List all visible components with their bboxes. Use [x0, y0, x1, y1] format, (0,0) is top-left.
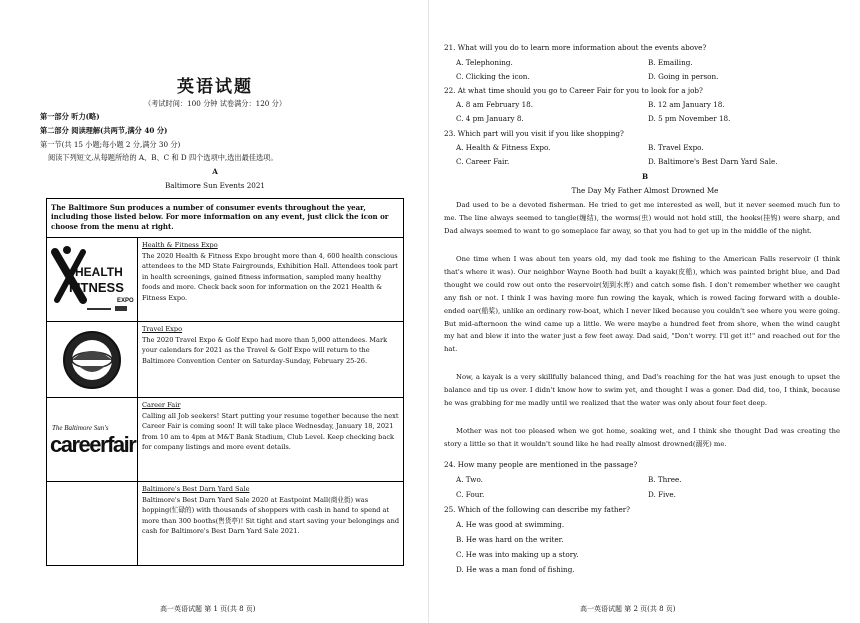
globe-icon [47, 322, 137, 398]
event-name-yard-sale[interactable]: Baltimore's Best Darn Yard Sale [142, 485, 250, 493]
yard-sale-logo[interactable] [47, 482, 138, 566]
q21-option-a[interactable]: A. Telephoning. [456, 58, 513, 67]
event-name-travel[interactable]: Travel Expo [142, 325, 183, 333]
event-row-yard-sale [47, 481, 403, 566]
q25-option-c[interactable]: C. He was into making up a story. [456, 550, 579, 559]
passage-b-letter: B [641, 172, 649, 181]
passage-a-letter: A [212, 167, 218, 176]
event-desc-health: The 2020 Health & Fitness Expo brought more than 4, 600 health conscious attendees to the MD State Fairgrounds, Exhibition Hall. Attendees took part in health screenings, gained fitness information, sampled many healthy foods and more. Check back soon for information on the 2021 Health & Fitness Expo. [142, 251, 398, 302]
svg-text:FITNESS: FITNESS [69, 280, 124, 295]
instruction: 阅读下列短文,从每题所给的 A、B、C 和 D 四个选项中,选出最佳选项。 [48, 153, 278, 162]
page-2-footer: 高一英语试题 第 2 页(共 8 页) [580, 605, 676, 613]
q25-option-a[interactable]: A. He was good at swimming. [456, 520, 565, 529]
passage-b-paragraph-3: Now, a kayak is a very skillfully balanced thing, and Dad's reaching for the hat was just enough to upset the balance and tip us over. I didn't know how to swim yet, and thought I was a goner. Dad did, too, I think, because he was grabbing for me madly until we realized that the water was only about four feet deep. [444, 373, 840, 407]
section-1-heading: 第一节(共 15 小题;每小题 2 分,满分 30 分) [40, 140, 181, 149]
q25-option-b[interactable]: B. He was hard on the writer. [456, 535, 564, 544]
q23-option-c[interactable]: C. Career Fair. [456, 157, 510, 166]
svg-text:HEALTH: HEALTH [75, 265, 123, 279]
career-fair-logo-small: The Baltimore Sun's [52, 424, 109, 432]
exam-title: 英语试题 [177, 77, 253, 97]
event-desc-career: Calling all Job seekers! Start putting your resume together because the next Career Fair is coming soon! It will take place Wednesday, January 18, 2021 from 10 am to 4pm at M&T Bank Stadium, Club Level. Keep checking back for company listings and more event details. [142, 411, 399, 452]
question-21: 21. What will you do to learn more information about the events above? [444, 43, 707, 52]
q24-option-b[interactable]: B. Three. [648, 475, 682, 484]
career-fair-logo-big: careerfair [50, 432, 136, 457]
part-2-heading: 第二部分 阅读理解(共两节,满分 40 分) [40, 126, 168, 135]
health-fitness-logo-icon [47, 238, 137, 322]
event-name-health[interactable]: Health & Fitness Expo [142, 241, 218, 249]
exam-info: （考试时间：100 分钟 试卷满分：120 分） [143, 99, 287, 108]
question-25: 25. Which of the following can describe my father? [444, 505, 631, 514]
events-box-header: The Baltimore Sun produces a number of consumer events throughout the year, including those listed below. For more information on any event, just click the icon or choose from the menu at right. [51, 203, 389, 231]
q23-option-d[interactable]: D. Baltimore's Best Darn Yard Sale. [648, 157, 778, 166]
page-2 [430, 0, 860, 623]
career-fair-logo[interactable] [47, 398, 138, 482]
question-23: 23. Which part will you visit if you like shopping? [444, 129, 624, 138]
event-row-travel [47, 321, 403, 398]
event-desc-yard-sale: Baltimore's Best Darn Yard Sale 2020 at Eastpoint Mall(商业街) was hopping(忙碌的) with thousands of shoppers with cash in hand to spend at more than 300 booths(售货亭)! Sit tight and start saving your belongings and cash for Baltimore's Best Darn Yard Sale 2021. [142, 495, 400, 536]
q24-option-d[interactable]: D. Five. [648, 490, 676, 499]
event-text-travel [142, 324, 400, 366]
svg-text:EXPO: EXPO [117, 298, 134, 304]
passage-a-title: Baltimore Sun Events 2021 [165, 181, 265, 190]
passage-b-paragraph-4: Mother was not too pleased when we got home, soaking wet, and I think she thought Dad was creating the story a little so that it wouldn't sound like he had really almost drowned(溺死) me. [444, 427, 840, 448]
q21-option-b[interactable]: B. Emailing. [648, 58, 693, 67]
q23-option-b[interactable]: B. Travel Expo. [648, 143, 704, 152]
events-box [46, 198, 404, 566]
q24-option-a[interactable]: A. Two. [456, 475, 483, 484]
event-name-career[interactable]: Career Fair [142, 401, 181, 409]
passage-b-title: The Day My Father Almost Drowned Me [571, 186, 719, 195]
q22-option-c[interactable]: C. 4 pm January 8. [456, 114, 524, 123]
travel-expo-logo[interactable] [47, 322, 138, 398]
q21-option-d[interactable]: D. Going in person. [648, 72, 719, 81]
q25-option-d[interactable]: D. He was a man fond of fishing. [456, 565, 575, 574]
q21-option-c[interactable]: C. Clicking the icon. [456, 72, 530, 81]
passage-b-paragraph-2: One time when I was about ten years old, my dad took me fishing to the American Falls reservoir (I think that's where it was). Our neighbor Wayne Booth had built a kayak(皮船), which was painted bright blue, and Dad thought we could row out onto the reservoir(划到水库) and catch some fish. I don't remember whether we caught any fish or not. I think I was having more fun rowing the kayak, which is rowed facing forward with a double-ended oar(船桨), unlike an ordinary row-boat, which I never liked because you couldn't see where you were going. But mid-afternoon the wind came up a little. We were maybe a hundred feet from shore, when the wind caught my hat and blew it into the water just a few feet away. Dad said, "Don't worry. I'll get it!" and reached out for the hat. [444, 255, 840, 354]
page-1-footer: 高一英语试题 第 1 页(共 8 页) [160, 605, 256, 613]
event-text-health [142, 240, 400, 304]
q22-option-a[interactable]: A. 8 am February 18. [456, 100, 534, 109]
question-24: 24. How many people are mentioned in the passage? [444, 460, 638, 469]
q22-option-d[interactable]: D. 5 pm November 18. [648, 114, 731, 123]
event-text-career [142, 400, 400, 453]
health-fitness-logo[interactable] [47, 238, 138, 322]
q24-option-c[interactable]: C. Four. [456, 490, 485, 499]
q23-option-a[interactable]: A. Health & Fitness Expo. [456, 143, 551, 152]
event-desc-travel: The 2020 Travel Expo & Golf Expo had more than 5,000 attendees. Mark your calendars for 2021 as the Travel & Golf Expo will return to the Baltimore Convention Center on Saturday-Sunday, February 25-26. [142, 335, 388, 365]
q22-option-b[interactable]: B. 12 am January 18. [648, 100, 725, 109]
passage-b-paragraph-1: Dad used to be a devoted fisherman. He tried to get me interested as well, but it never seemed much fun to me. The line always seemed to tangle(缠结), the worms(虫) would not hold still, the hooks(挂钩) were sharp, and Dad always seemed to want to go someplace far away, so that you had to get up in the middle of the night. [444, 201, 840, 235]
event-text-yard-sale [142, 484, 400, 537]
event-row-career [47, 397, 403, 482]
event-row-health [47, 237, 403, 322]
part-1-heading: 第一部分 听力(略) [40, 112, 100, 121]
question-22: 22. At what time should you go to Career Fair for you to look for a job? [444, 86, 703, 95]
